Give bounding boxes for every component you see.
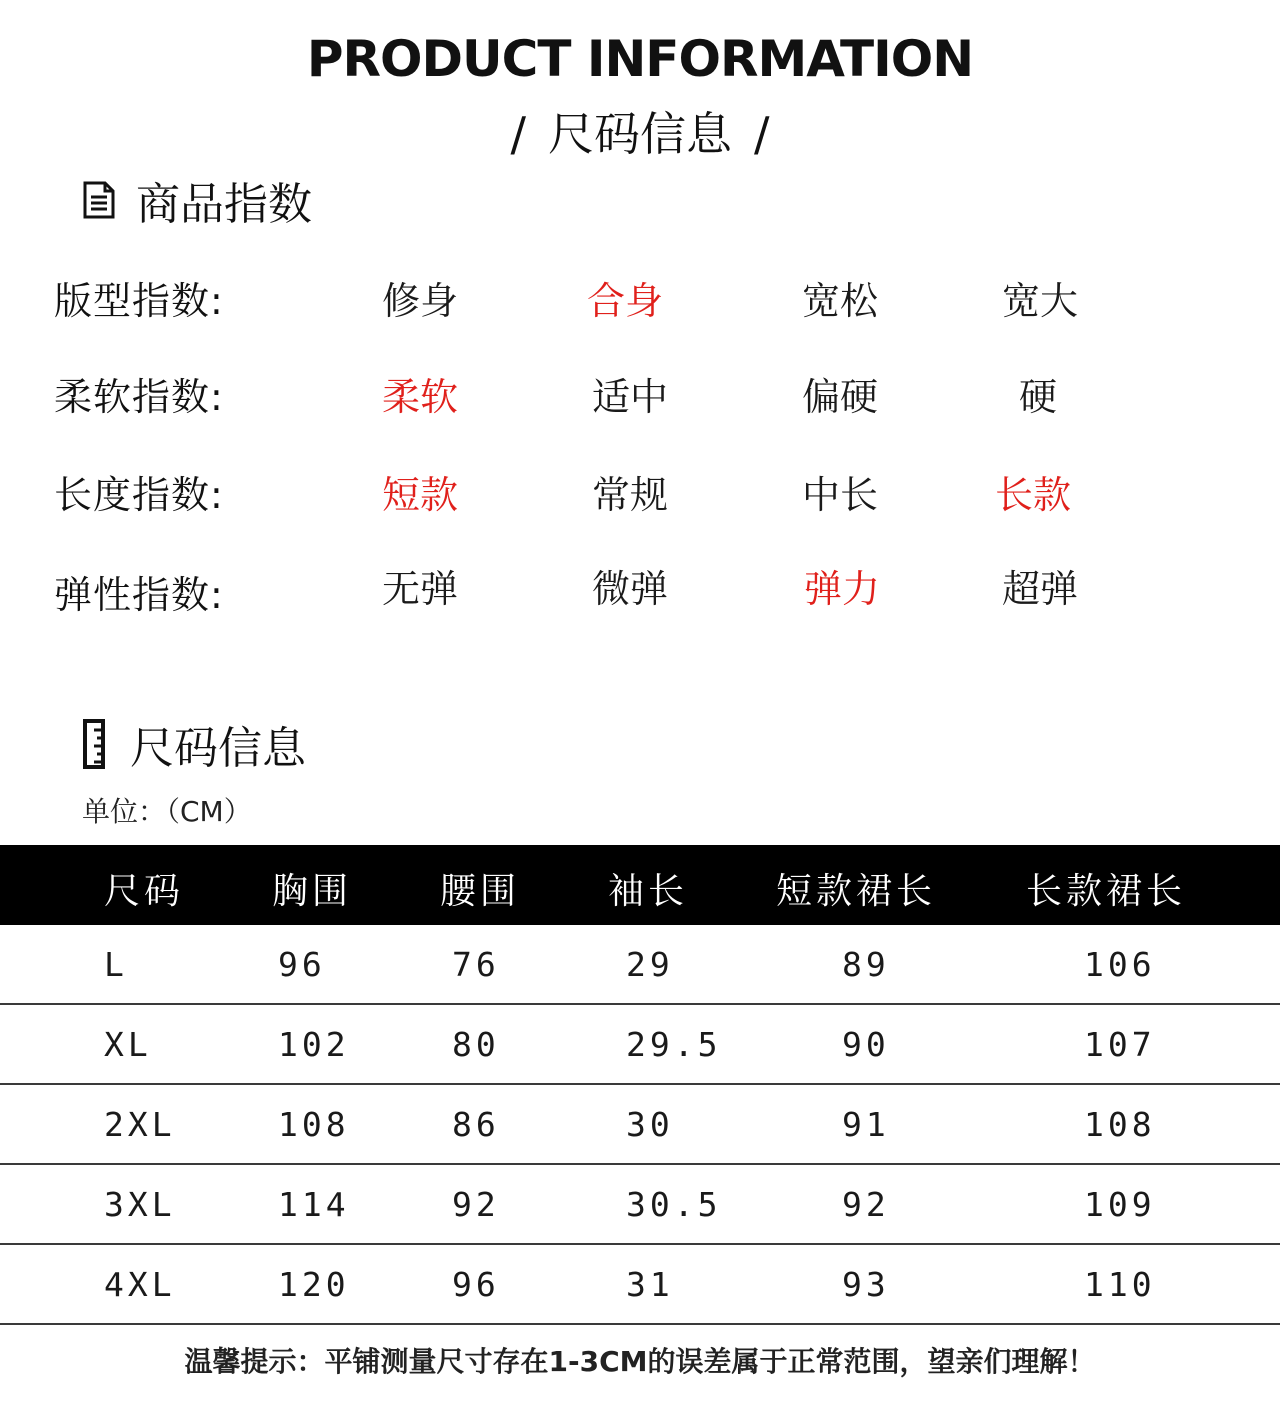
table-cell: 96 (278, 945, 326, 984)
index-option-selected: 短款 (381, 473, 458, 517)
table-cell: 108 (278, 1105, 350, 1144)
table-row (0, 1245, 1280, 1325)
table-cell: 93 (842, 1265, 890, 1304)
index-option: 宽大 (1001, 279, 1078, 323)
size-info-heading-text: 尺码信息 (130, 723, 306, 774)
index-label: 版型指数: (54, 279, 224, 323)
measurement-note: 温馨提示：平铺测量尺寸存在1-3CM的误差属于正常范围，望亲们理解！ (184, 1345, 1096, 1378)
index-option-selected: 长款 (994, 473, 1071, 517)
table-cell: 29 (626, 945, 674, 984)
table-row (0, 1165, 1280, 1245)
table-row (0, 1005, 1280, 1085)
column-header: 腰围 (440, 871, 521, 912)
table-cell: 120 (278, 1265, 350, 1304)
index-option: 适中 (591, 375, 668, 419)
table-cell: XL (104, 1025, 152, 1064)
index-option: 偏硬 (801, 375, 878, 419)
product-index-heading (82, 168, 312, 232)
table-cell: 91 (842, 1105, 890, 1144)
page-subtitle (0, 98, 1280, 164)
table-cell: 102 (278, 1025, 350, 1064)
table-row (0, 925, 1280, 1005)
index-option: 超弹 (1001, 567, 1078, 611)
table-cell: 109 (1084, 1185, 1156, 1224)
table-cell: 110 (1084, 1265, 1156, 1304)
size-info-heading (82, 712, 306, 776)
column-header: 尺码 (104, 871, 185, 912)
table-header (0, 845, 1280, 925)
table-cell: 86 (452, 1105, 500, 1144)
column-header: 胸围 (272, 871, 353, 912)
unit-label: 单位：（CM） (82, 795, 252, 828)
ruler-icon (82, 718, 108, 770)
table-cell: 30 (626, 1105, 674, 1144)
table-cell: 108 (1084, 1105, 1156, 1144)
index-option: 微弹 (591, 567, 668, 611)
table-cell: 80 (452, 1025, 500, 1064)
table-cell: 2XL (104, 1105, 176, 1144)
index-label: 长度指数: (54, 473, 224, 517)
index-option: 修身 (381, 279, 458, 323)
table-cell: 4XL (104, 1265, 176, 1304)
product-index-heading-text: 商品指数 (136, 179, 312, 230)
table-cell: 31 (626, 1265, 674, 1304)
table-cell: 92 (842, 1185, 890, 1224)
table-cell: 106 (1084, 945, 1156, 984)
column-header: 短款裙长 (776, 871, 937, 912)
index-option: 宽松 (801, 279, 878, 323)
table-cell: 76 (452, 945, 500, 984)
subtitle-text: 尺码信息 (548, 107, 732, 161)
table-cell: 90 (842, 1025, 890, 1064)
table-cell: 114 (278, 1185, 350, 1224)
table-cell: L (104, 945, 128, 984)
index-option: 无弹 (381, 567, 458, 611)
index-option-selected: 合身 (586, 279, 663, 323)
index-option: 常规 (591, 473, 668, 517)
column-header: 长款裙长 (1026, 871, 1187, 912)
index-label: 柔软指数: (54, 375, 224, 419)
table-row (0, 1085, 1280, 1165)
size-table (0, 845, 1280, 1325)
subtitle-slash-right: / (754, 107, 770, 161)
table-cell: 107 (1084, 1025, 1156, 1064)
table-cell: 92 (452, 1185, 500, 1224)
index-row (0, 270, 1280, 330)
table-cell: 96 (452, 1265, 500, 1304)
subtitle-slash-left: / (510, 107, 526, 161)
table-cell: 3XL (104, 1185, 176, 1224)
page-title-en: PRODUCT INFORMATION (306, 30, 974, 88)
index-option: 硬 (1018, 375, 1057, 419)
index-row (0, 464, 1280, 524)
index-row (0, 558, 1280, 618)
document-icon (82, 180, 116, 220)
index-label: 弹性指数: (54, 573, 224, 617)
index-option-selected: 柔软 (381, 375, 458, 419)
index-option-selected: 弹力 (803, 567, 880, 611)
column-header: 袖长 (608, 871, 689, 912)
index-row (0, 366, 1280, 426)
index-option: 中长 (801, 473, 878, 517)
table-cell: 89 (842, 945, 890, 984)
table-cell: 30.5 (626, 1185, 722, 1224)
table-cell: 29.5 (626, 1025, 722, 1064)
